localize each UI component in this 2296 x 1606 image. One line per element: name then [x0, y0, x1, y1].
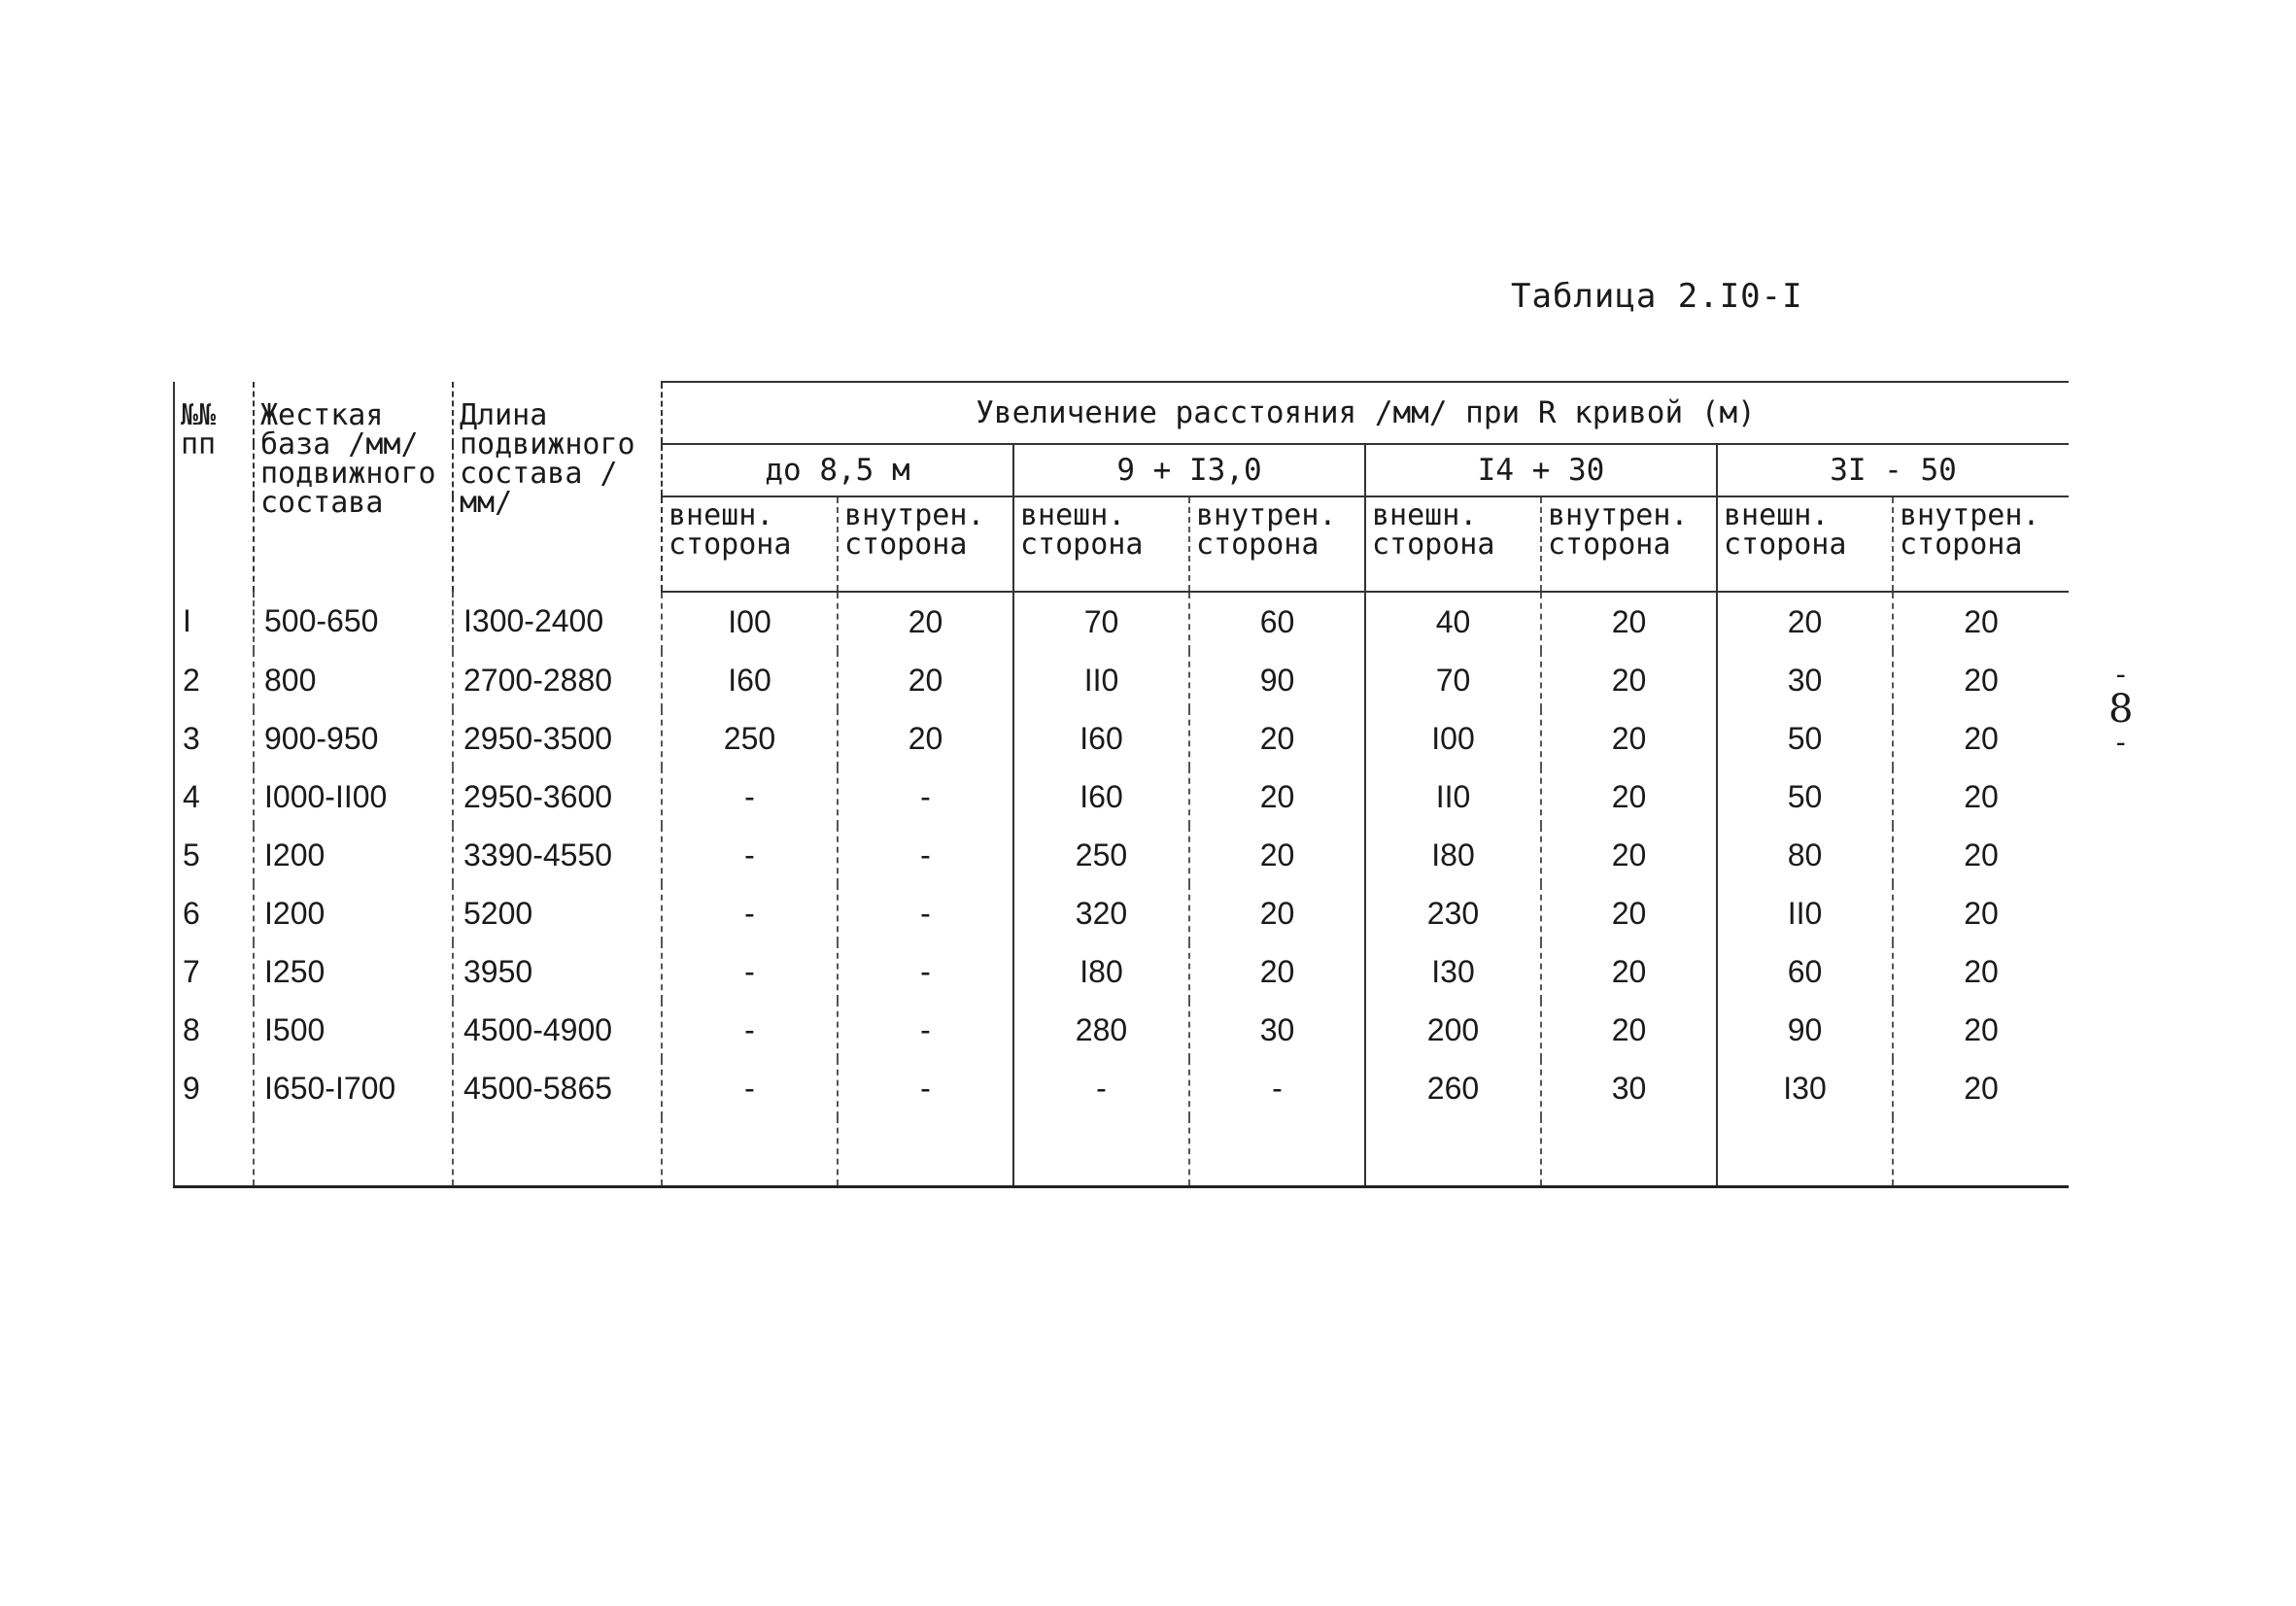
header-inner: внутрен. сторона: [838, 496, 1013, 592]
header-outer: внешн. сторона: [1717, 496, 1893, 592]
value-cell: -: [838, 942, 1013, 1001]
value-cell: -: [838, 1001, 1013, 1059]
length-cell: 2950-3500: [453, 709, 662, 768]
table-row: [174, 709, 2069, 768]
value-cell: -: [662, 942, 838, 1001]
value-cell: 20: [838, 709, 1013, 768]
value-cell: 20: [1964, 604, 1999, 639]
value-cell: I00: [1365, 709, 1541, 768]
value-cell: -: [838, 884, 1013, 942]
value-cell: 20: [1189, 942, 1365, 1001]
row-number: I: [174, 592, 254, 651]
value-cell: 20: [1964, 1012, 1999, 1047]
header-range-2: 9 + I3,0: [1013, 444, 1365, 496]
value-cell: 20: [1541, 709, 1717, 768]
header-range-3: I4 + 30: [1365, 444, 1717, 496]
value-cell: 20: [1717, 592, 1893, 651]
header-outer: внешн. сторона: [1365, 496, 1541, 592]
base-cell: I250: [254, 942, 453, 1001]
header-range-1: до 8,5 м: [662, 444, 1013, 496]
value-cell: 200: [1365, 1001, 1541, 1059]
value-cell: I80: [1365, 826, 1541, 884]
length-cell: I300-2400: [453, 592, 662, 651]
header-outer: внешн. сторона: [662, 496, 838, 592]
value-cell: -: [662, 1059, 838, 1117]
value-cell: 20: [1964, 721, 1999, 756]
value-cell: 30: [1717, 651, 1893, 709]
value-cell: 20: [1541, 768, 1717, 826]
length-cell: 5200: [453, 884, 662, 942]
value-cell: -: [838, 1059, 1013, 1117]
table-row: [174, 942, 2069, 1001]
value-cell: 40: [1365, 592, 1541, 651]
value-cell: -: [1189, 1059, 1365, 1117]
header-inner: внутрен. сторона: [1189, 496, 1365, 592]
value-cell: 60: [1189, 592, 1365, 651]
table-body: [174, 592, 2069, 1187]
base-cell: I200: [254, 884, 453, 942]
value-cell: 20: [1541, 1001, 1717, 1059]
value-cell: 90: [1717, 1001, 1893, 1059]
value-cell: 20: [1964, 663, 1999, 698]
value-cell: 20: [1964, 1071, 1999, 1106]
row-number: 8: [174, 1001, 254, 1059]
header-inner: внутрен. сторона: [1541, 496, 1717, 592]
length-cell: 3950: [453, 942, 662, 1001]
value-cell: 30: [1541, 1059, 1717, 1117]
value-cell: 90: [1189, 651, 1365, 709]
value-cell: 20: [1964, 954, 1999, 989]
value-cell: 280: [1013, 1001, 1189, 1059]
table-row: [174, 592, 2069, 651]
value-cell: I30: [1717, 1059, 1893, 1117]
table-row: [174, 826, 2069, 884]
row-number: 4: [174, 768, 254, 826]
row-number: 3: [174, 709, 254, 768]
length-cell: 2700-2880: [453, 651, 662, 709]
header-length: Длина подвижного состава /мм/: [453, 382, 662, 592]
value-cell: I00: [662, 592, 838, 651]
value-cell: 250: [662, 709, 838, 768]
table-caption: Таблица 2.I0-I: [1511, 277, 1803, 316]
value-cell: 20: [1541, 942, 1717, 1001]
base-cell: 900-950: [254, 709, 453, 768]
table-row: [174, 1059, 2069, 1117]
value-cell: II0: [1365, 768, 1541, 826]
value-cell: 20: [1541, 592, 1717, 651]
value-cell: I30: [1365, 942, 1541, 1001]
value-cell: 20: [1541, 826, 1717, 884]
header-range-4: 3I - 50: [1717, 444, 2069, 496]
value-cell: 20: [838, 651, 1013, 709]
row-number: 5: [174, 826, 254, 884]
value-cell: 320: [1013, 884, 1189, 942]
value-cell: 70: [1013, 592, 1189, 651]
value-cell: 20: [1964, 837, 1999, 872]
table-row: [174, 651, 2069, 709]
header-no: №№ пп: [174, 382, 254, 592]
length-cell: 4500-4900: [453, 1001, 662, 1059]
base-cell: 800: [254, 651, 453, 709]
value-cell: 60: [1717, 942, 1893, 1001]
length-cell: 2950-3600: [453, 768, 662, 826]
base-cell: I200: [254, 826, 453, 884]
value-cell: 20: [1189, 884, 1365, 942]
base-cell: 500-650: [254, 592, 453, 651]
length-cell: 3390-4550: [453, 826, 662, 884]
value-cell: -: [662, 826, 838, 884]
value-cell: 20: [1964, 896, 1999, 931]
length-cell: 4500-5865: [453, 1059, 662, 1117]
base-cell: I000-II00: [254, 768, 453, 826]
table-row: [174, 768, 2069, 826]
table-row: [174, 884, 2069, 942]
value-cell: 20: [1541, 651, 1717, 709]
value-cell: 20: [1189, 709, 1365, 768]
value-cell: -: [1013, 1059, 1189, 1117]
header-outer: внешн. сторона: [1013, 496, 1189, 592]
value-cell: I60: [1013, 709, 1189, 768]
header-inner: внутрен. сторона: [1893, 496, 2069, 592]
table-bottom-rule: [174, 1117, 2069, 1187]
base-cell: I500: [254, 1001, 453, 1059]
value-cell: 260: [1365, 1059, 1541, 1117]
value-cell: 30: [1189, 1001, 1365, 1059]
table-row: [174, 1001, 2069, 1059]
value-cell: -: [838, 768, 1013, 826]
value-cell: I80: [1013, 942, 1189, 1001]
value-cell: 20: [1189, 768, 1365, 826]
value-cell: 20: [1541, 884, 1717, 942]
row-number: 7: [174, 942, 254, 1001]
value-cell: II0: [1717, 884, 1893, 942]
value-cell: 80: [1717, 826, 1893, 884]
row-number: 6: [174, 884, 254, 942]
page-number: - 8 -: [2108, 658, 2134, 760]
row-number: 2: [174, 651, 254, 709]
value-cell: -: [662, 1001, 838, 1059]
value-cell: I60: [1013, 768, 1189, 826]
data-table: [173, 381, 2069, 1188]
value-cell: -: [662, 884, 838, 942]
header-increase: Увеличение расстояния /мм/ при R кривой (м): [662, 382, 2069, 444]
value-cell: 250: [1013, 826, 1189, 884]
value-cell: 20: [1964, 779, 1999, 814]
base-cell: I650-I700: [254, 1059, 453, 1117]
value-cell: 20: [1189, 826, 1365, 884]
value-cell: 50: [1717, 709, 1893, 768]
value-cell: 70: [1365, 651, 1541, 709]
value-cell: II0: [1013, 651, 1189, 709]
value-cell: 50: [1717, 768, 1893, 826]
value-cell: -: [662, 768, 838, 826]
header-base: Жесткая база /мм/ подвижного состава: [254, 382, 453, 592]
row-number: 9: [174, 1059, 254, 1117]
value-cell: 20: [838, 592, 1013, 651]
value-cell: -: [838, 826, 1013, 884]
value-cell: I60: [662, 651, 838, 709]
value-cell: 230: [1365, 884, 1541, 942]
